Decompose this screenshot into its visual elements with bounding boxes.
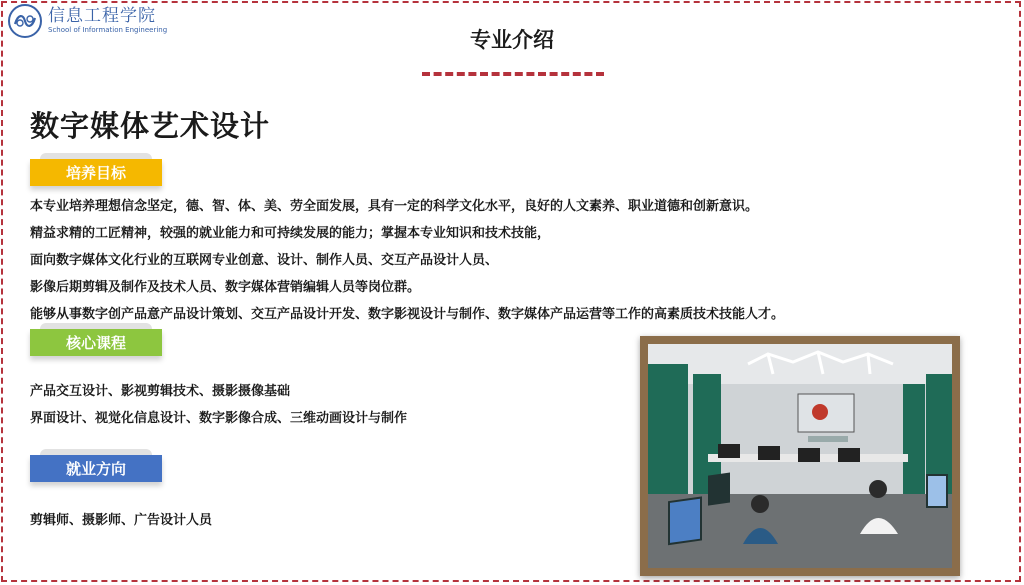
- page-title: 专业介绍: [470, 28, 554, 52]
- goals-line: 影像后期剪辑及制作及技术人员、数字媒体营销编辑人员等岗位群。: [30, 280, 421, 295]
- logo-en: School of Information Engineering: [48, 26, 168, 34]
- courses-line: 界面设计、视觉化信息设计、数字影像合成、三维动画设计与制作: [30, 411, 408, 426]
- courses-line: 产品交互设计、影视剪辑技术、摄影摄像基础: [30, 384, 291, 399]
- goals-line: 精益求精的工匠精神，较强的就业能力和可持续发展的能力；掌握本专业知识和技术技能，: [30, 226, 551, 241]
- classroom-illustration: [648, 344, 952, 568]
- goals-line: 能够从事数字创产品意产品设计策划、交互产品设计开发、数字影视设计与制作、数字媒体产品运营等工作的高素质技术技能人才。: [30, 307, 785, 322]
- logo-cn: 信息工程学院: [48, 6, 156, 26]
- classroom-photo: [640, 336, 960, 576]
- major-title: 数字媒体艺术设计: [30, 109, 271, 143]
- careers-tag: 就业方向: [30, 455, 162, 482]
- goals-line: 面向数字媒体文化行业的互联网专业创意、设计、制作人员、交互产品设计人员、: [30, 253, 499, 268]
- goals-tag: 培养目标: [30, 159, 162, 186]
- courses-tag: 核心课程: [30, 329, 162, 356]
- goals-line: 本专业培养理想信念坚定，德、智、体、美、劳全面发展，具有一定的科学文化水平，良好的人文素养、职业道德和创新意识。: [30, 199, 759, 214]
- title-divider: [422, 72, 604, 76]
- careers-line: 剪辑师、摄影师、广告设计人员: [30, 513, 213, 528]
